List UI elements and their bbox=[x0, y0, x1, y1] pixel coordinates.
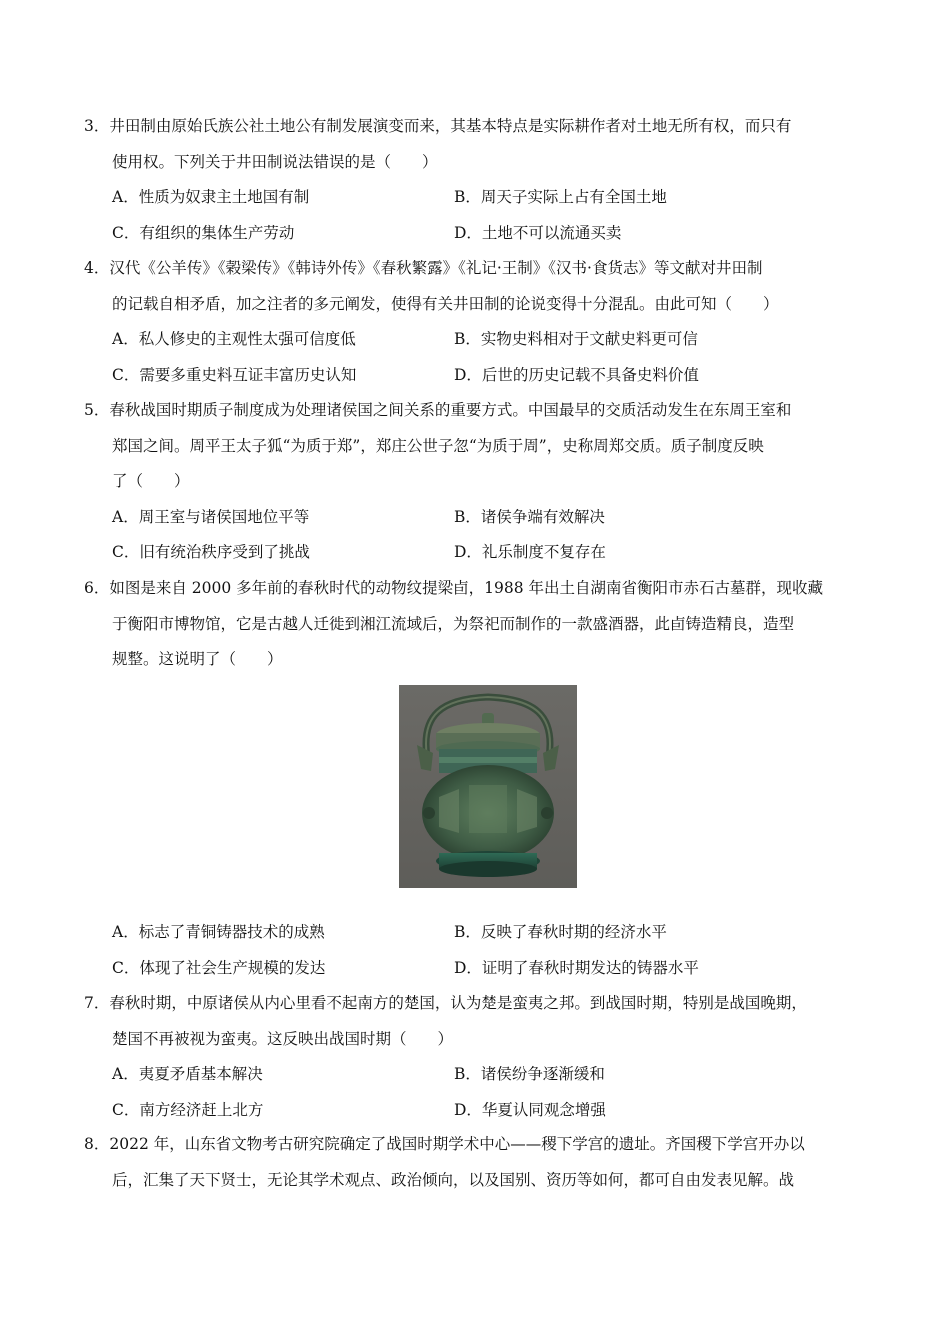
question-stem-line bbox=[84, 607, 874, 643]
question-stem-line bbox=[84, 986, 874, 1022]
question-stem-line bbox=[84, 109, 874, 145]
stem-text: 后，汇集了天下贤士，无论其学术观点、政治倾向，以及国别、资历等如何，都可自由发表见解。战 bbox=[112, 1170, 795, 1189]
question-7 bbox=[84, 986, 874, 1128]
bronze-vessel-illustration bbox=[399, 685, 577, 888]
bronze-vessel-image bbox=[399, 685, 577, 888]
question-stem-line bbox=[84, 642, 874, 678]
question-number: 8． bbox=[84, 1135, 110, 1153]
stem-text: 的记载自相矛盾，加之注者的多元阐发，使得有关井田制的论说变得十分混乱。由此可知（ ） bbox=[112, 294, 779, 313]
question-stem-line bbox=[84, 1163, 874, 1199]
question-6 bbox=[84, 571, 874, 678]
options-row bbox=[84, 1093, 874, 1129]
option-c[interactable]: C．需要多重史料互证丰富历史认知 bbox=[112, 365, 357, 384]
options-row bbox=[84, 322, 874, 358]
stem-text: 了（ ） bbox=[112, 472, 190, 490]
option-d[interactable]: D．土地不可以流通买卖 bbox=[454, 223, 622, 242]
option-b[interactable]: B．诸侯争端有效解决 bbox=[454, 507, 605, 526]
question-5 bbox=[84, 393, 874, 571]
question-stem-line bbox=[84, 464, 874, 500]
option-c[interactable]: C．南方经济赶上北方 bbox=[112, 1100, 264, 1119]
option-a[interactable]: A．标志了青铜铸器技术的成熟 bbox=[112, 923, 325, 941]
stem-text: 春秋战国时期质子制度成为处理诸侯国之间关系的重要方式。中国最早的交质活动发生在东周王室和 bbox=[109, 401, 792, 419]
question-stem-line bbox=[84, 1022, 874, 1058]
option-c[interactable]: C．旧有统治秩序受到了挑战 bbox=[112, 543, 310, 561]
stem-text: 规整。这说明了（ ） bbox=[112, 650, 283, 668]
stem-text: 于衡阳市博物馆，它是古越人迁徙到湘江流域后，为祭祀而制作的一款盛酒器，此卣铸造精良，造型 bbox=[112, 614, 795, 633]
option-a[interactable]: A．性质为奴隶主土地国有制 bbox=[112, 188, 310, 206]
options-row bbox=[84, 500, 874, 536]
question-number: 3． bbox=[84, 117, 110, 135]
options-row bbox=[84, 535, 874, 571]
stem-text: 汉代《公羊传》《榖梁传》《韩诗外传》《春秋繁露》《礼记·王制》《汉书·食货志》等文献对井田制 bbox=[109, 259, 763, 277]
option-d[interactable]: D．华夏认同观念增强 bbox=[454, 1100, 606, 1119]
options-row bbox=[84, 216, 874, 252]
question-stem-line bbox=[84, 429, 874, 465]
question-number: 4． bbox=[84, 259, 110, 277]
option-b[interactable]: B．实物史料相对于文献史料更可信 bbox=[454, 330, 698, 348]
option-d[interactable]: D．证明了春秋时期发达的铸器水平 bbox=[454, 958, 699, 977]
option-b[interactable]: B．诸侯纷争逐渐缓和 bbox=[454, 1065, 605, 1083]
stem-text: 春秋时期，中原诸侯从内心里看不起南方的楚国，认为楚是蛮夷之邦。到战国时期，特别是战国晚期， bbox=[109, 994, 807, 1012]
question-6-options bbox=[84, 915, 874, 986]
question-stem-line bbox=[84, 287, 874, 323]
stem-text: 郑国之间。周平王太子狐“为质于郑”，郑庄公世子忽“为质于周”，史称周郑交质。质子制度反映 bbox=[112, 436, 764, 455]
question-stem-line bbox=[84, 1127, 874, 1163]
options-row bbox=[84, 358, 874, 394]
question-number: 7． bbox=[84, 994, 110, 1012]
stem-text: 2022 年，山东省文物考古研究院确定了战国时期学术中心——稷下学宫的遗址。齐国稷下学宫开办以 bbox=[109, 1135, 805, 1153]
question-4 bbox=[84, 251, 874, 393]
options-row bbox=[84, 915, 874, 951]
stem-text: 楚国不再被视为蛮夷。这反映出战国时期（ ） bbox=[112, 1029, 454, 1048]
option-a[interactable]: A．夷夏矛盾基本解决 bbox=[112, 1065, 263, 1083]
stem-text: 使用权。下列关于井田制说法错误的是（ ） bbox=[112, 152, 438, 171]
stem-text: 如图是来自 2000 多年前的春秋时代的动物纹提梁卣，1988 年出土自湖南省衡阳市赤石古墓群，现收藏 bbox=[109, 579, 824, 597]
option-c[interactable]: C．有组织的集体生产劳动 bbox=[112, 223, 295, 242]
options-row bbox=[84, 1057, 874, 1093]
question-number: 6． bbox=[84, 579, 110, 597]
question-stem-line bbox=[84, 251, 874, 287]
options-row bbox=[84, 180, 874, 216]
option-b[interactable]: B．反映了春秋时期的经济水平 bbox=[454, 923, 667, 941]
question-8 bbox=[84, 1127, 874, 1198]
question-3 bbox=[84, 109, 874, 251]
option-a[interactable]: A．私人修史的主观性太强可信度低 bbox=[112, 330, 356, 348]
stem-text: 井田制由原始氏族公社土地公有制发展演变而来，其基本特点是实际耕作者对土地无所有权，而只有 bbox=[109, 117, 792, 135]
question-stem-line bbox=[84, 145, 874, 181]
question-stem-line bbox=[84, 393, 874, 429]
option-a[interactable]: A．周王室与诸侯国地位平等 bbox=[112, 507, 310, 526]
option-d[interactable]: D．礼乐制度不复存在 bbox=[454, 543, 606, 561]
options-row bbox=[84, 951, 874, 987]
question-stem-line bbox=[84, 571, 874, 607]
option-c[interactable]: C．体现了社会生产规模的发达 bbox=[112, 958, 326, 977]
question-number: 5． bbox=[84, 401, 110, 419]
option-b[interactable]: B．周天子实际上占有全国土地 bbox=[454, 188, 667, 206]
option-d[interactable]: D．后世的历史记载不具备史料价值 bbox=[454, 365, 699, 384]
